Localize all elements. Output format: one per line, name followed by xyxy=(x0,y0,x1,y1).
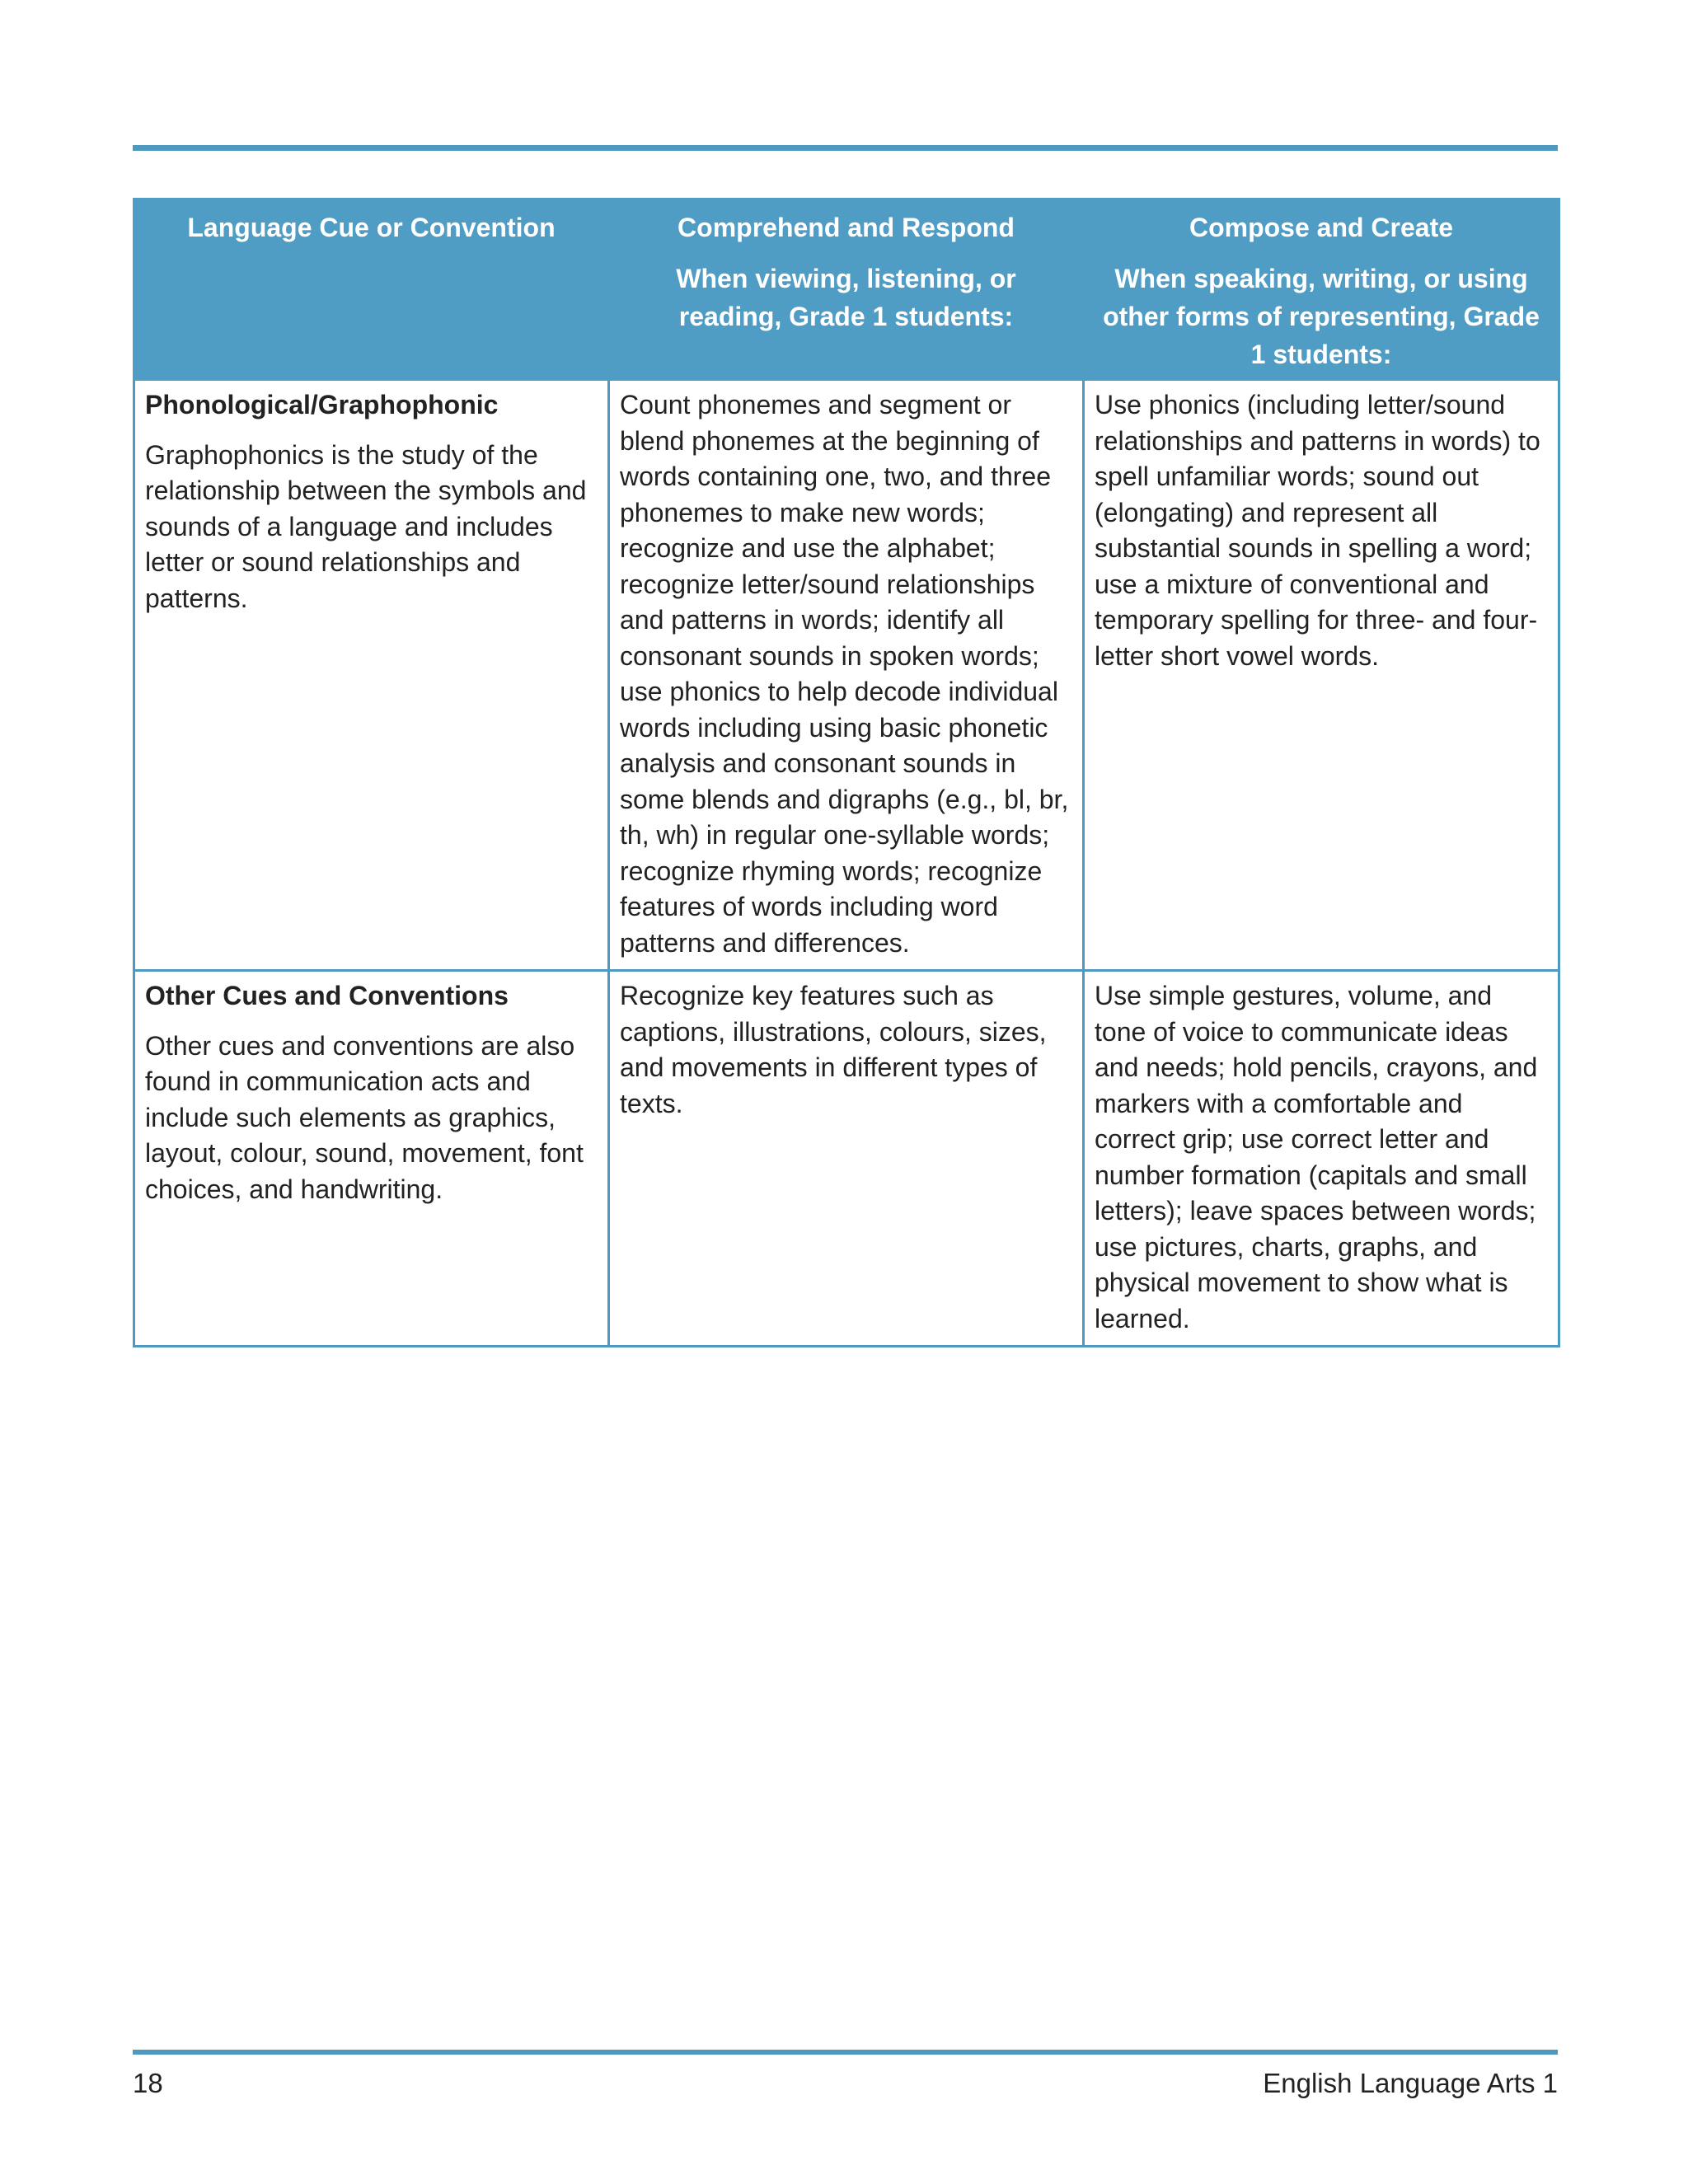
cue-cell xyxy=(134,380,609,971)
page-number: 18 xyxy=(133,2068,163,2098)
top-rule xyxy=(133,145,1558,151)
header-subtitle: When speaking, writing, or using other forms of representing, Grade 1 students: xyxy=(1103,264,1540,369)
bottom-rule xyxy=(133,2050,1558,2055)
header-compose-create xyxy=(1084,199,1559,380)
header-comprehend-respond xyxy=(609,199,1084,380)
header-title: Language Cue or Convention xyxy=(187,213,556,242)
cue-title: Phonological/Graphophonic xyxy=(145,390,499,419)
table-header-row xyxy=(134,199,1559,380)
comprehend-cell: Recognize key features such as captions, illustrations, colours, sizes, and movements in different types of texts. xyxy=(609,971,1084,1347)
cue-cell xyxy=(134,971,609,1347)
header-subtitle: When viewing, listening, or reading, Grade 1 students: xyxy=(676,264,1016,331)
document-title: English Language Arts 1 xyxy=(1263,2068,1558,2098)
compose-cell: Use phonics (including letter/sound relationships and patterns in words) to spell unfamiliar words; sound out (elongating) and represent all substantial sounds in spelling a word; use a mixture of conventional and temporary spelling for three- and four-letter short vowel words. xyxy=(1084,380,1559,971)
header-title: Comprehend and Respond xyxy=(678,213,1015,242)
cue-title: Other Cues and Conventions xyxy=(145,981,509,1010)
comprehend-cell: Count phonemes and segment or blend phonemes at the beginning of words containing one, two, and three phonemes to make new words; recognize and use the alphabet; recognize letter/sound relationships and patterns in words; identify all consonant sounds in spoken words; use phonics to help decode individual words including using basic phonetic analysis and consonant sounds in some blends and digraphs (e.g., bl, br, th, wh) in regular one-syllable words; recognize rhyming words; recognize features of words including word patterns and differences. xyxy=(609,380,1084,971)
table-row xyxy=(134,380,1559,971)
cue-description: Graphophonics is the study of the relationship between the symbols and sounds of a language and includes letter or sound relationships and patterns. xyxy=(145,439,587,613)
header-language-cue xyxy=(134,199,609,380)
header-title: Compose and Create xyxy=(1189,213,1454,242)
language-cues-table xyxy=(133,198,1560,1347)
compose-cell: Use simple gestures, volume, and tone of voice to communicate ideas and needs; hold pencils, crayons, and markers with a comfortable and correct grip; use correct letter and number formation (capitals and small letters); leave spaces between words; use pictures, charts, graphs, and physical movement to show what is learned. xyxy=(1084,971,1559,1347)
table-row xyxy=(134,971,1559,1347)
cue-description: Other cues and conventions are also found in communication acts and include such elements as graphics, layout, colour, sound, movement, font choices, and handwriting. xyxy=(145,1030,584,1204)
